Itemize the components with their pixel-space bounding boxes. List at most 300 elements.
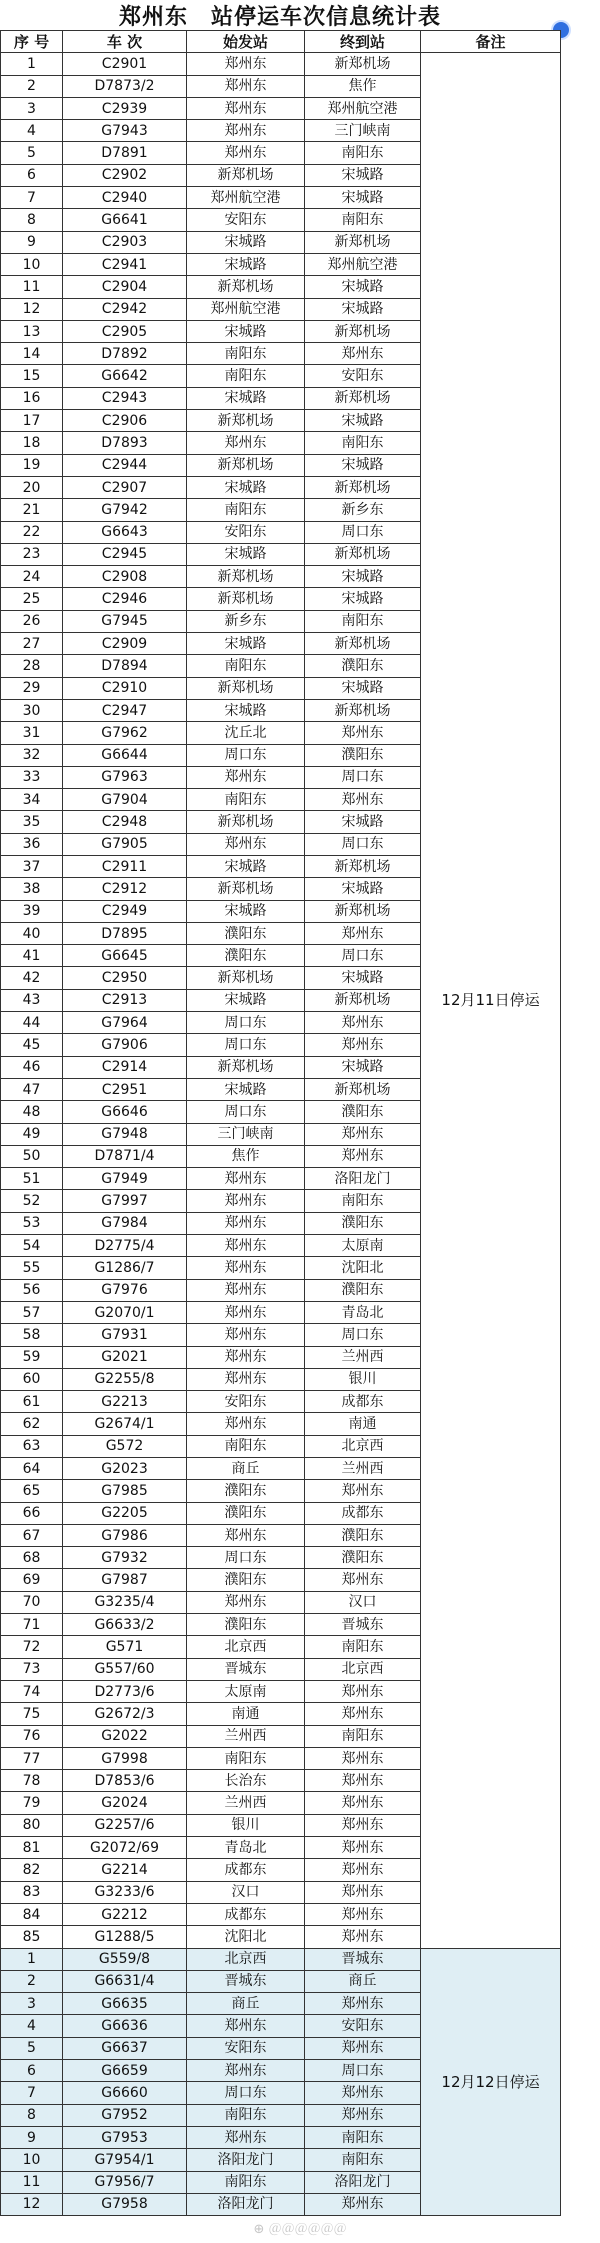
cell-destination[interactable]: 汉口 bbox=[305, 1591, 421, 1613]
cell-train-number[interactable]: G1288/5 bbox=[63, 1926, 187, 1948]
cell-index[interactable]: 78 bbox=[1, 1770, 63, 1792]
cell-train-number[interactable]: G6631/4 bbox=[63, 1970, 187, 1992]
cell-index[interactable]: 22 bbox=[1, 521, 63, 543]
cell-origin[interactable]: 郑州东 bbox=[187, 432, 305, 454]
cell-destination[interactable]: 太原南 bbox=[305, 1235, 421, 1257]
cell-origin[interactable]: 周口东 bbox=[187, 744, 305, 766]
cell-train-number[interactable]: G7953 bbox=[63, 2126, 187, 2148]
cell-train-number[interactable]: D2773/6 bbox=[63, 1680, 187, 1702]
cell-train-number[interactable]: G6645 bbox=[63, 945, 187, 967]
cell-origin[interactable]: 南阳东 bbox=[187, 655, 305, 677]
cell-origin[interactable]: 安阳东 bbox=[187, 521, 305, 543]
cell-index[interactable]: 48 bbox=[1, 1101, 63, 1123]
cell-destination[interactable]: 成都东 bbox=[305, 1502, 421, 1524]
cell-origin[interactable]: 新郑机场 bbox=[187, 454, 305, 476]
cell-index[interactable]: 5 bbox=[1, 142, 63, 164]
cell-train-number[interactable]: D7891 bbox=[63, 142, 187, 164]
cell-origin[interactable]: 宋城路 bbox=[187, 989, 305, 1011]
cell-train-number[interactable]: G557/60 bbox=[63, 1658, 187, 1680]
cell-destination[interactable]: 郑州东 bbox=[305, 1926, 421, 1948]
cell-index[interactable]: 81 bbox=[1, 1837, 63, 1859]
cell-index[interactable]: 1 bbox=[1, 1948, 63, 1970]
cell-destination[interactable]: 宋城路 bbox=[305, 811, 421, 833]
cell-origin[interactable]: 宋城路 bbox=[187, 320, 305, 342]
cell-destination[interactable]: 洛阳龙门 bbox=[305, 2171, 421, 2193]
cell-index[interactable]: 11 bbox=[1, 2171, 63, 2193]
cell-index[interactable]: 5 bbox=[1, 2037, 63, 2059]
cell-index[interactable]: 12 bbox=[1, 298, 63, 320]
cell-destination[interactable]: 南阳东 bbox=[305, 1190, 421, 1212]
cell-destination[interactable]: 新郑机场 bbox=[305, 53, 421, 75]
cell-origin[interactable]: 洛阳龙门 bbox=[187, 2149, 305, 2171]
cell-origin[interactable]: 南阳东 bbox=[187, 1747, 305, 1769]
cell-destination[interactable]: 宋城路 bbox=[305, 298, 421, 320]
cell-destination[interactable]: 郑州东 bbox=[305, 922, 421, 944]
cell-index[interactable]: 11 bbox=[1, 276, 63, 298]
cell-destination[interactable]: 宋城路 bbox=[305, 566, 421, 588]
cell-index[interactable]: 8 bbox=[1, 2104, 63, 2126]
cell-destination[interactable]: 周口东 bbox=[305, 521, 421, 543]
cell-train-number[interactable]: G7931 bbox=[63, 1324, 187, 1346]
cell-index[interactable]: 8 bbox=[1, 209, 63, 231]
cell-origin[interactable]: 三门峡南 bbox=[187, 1123, 305, 1145]
cell-train-number[interactable]: G3235/4 bbox=[63, 1591, 187, 1613]
cell-train-number[interactable]: G2257/6 bbox=[63, 1814, 187, 1836]
cell-destination[interactable]: 濮阳东 bbox=[305, 744, 421, 766]
cell-index[interactable]: 55 bbox=[1, 1257, 63, 1279]
cell-destination[interactable]: 宋城路 bbox=[305, 1056, 421, 1078]
cell-origin[interactable]: 郑州东 bbox=[187, 2060, 305, 2082]
cell-origin[interactable]: 郑州东 bbox=[187, 2015, 305, 2037]
cell-destination[interactable]: 濮阳东 bbox=[305, 1524, 421, 1546]
cell-destination[interactable]: 宋城路 bbox=[305, 677, 421, 699]
cell-destination[interactable]: 宋城路 bbox=[305, 588, 421, 610]
cell-origin[interactable]: 郑州东 bbox=[187, 53, 305, 75]
cell-train-number[interactable]: G7954/1 bbox=[63, 2149, 187, 2171]
cell-origin[interactable]: 郑州东 bbox=[187, 1257, 305, 1279]
remark-cell[interactable]: 12月12日停运 bbox=[421, 1948, 561, 2216]
cell-destination[interactable]: 青岛北 bbox=[305, 1301, 421, 1323]
cell-index[interactable]: 31 bbox=[1, 722, 63, 744]
cell-train-number[interactable]: D7892 bbox=[63, 343, 187, 365]
cell-origin[interactable]: 成都东 bbox=[187, 1903, 305, 1925]
cell-origin[interactable]: 新郑机场 bbox=[187, 566, 305, 588]
cell-origin[interactable]: 商丘 bbox=[187, 1458, 305, 1480]
cell-index[interactable]: 17 bbox=[1, 410, 63, 432]
cell-origin[interactable]: 青岛北 bbox=[187, 1837, 305, 1859]
cell-origin[interactable]: 郑州东 bbox=[187, 1524, 305, 1546]
cell-index[interactable]: 75 bbox=[1, 1703, 63, 1725]
cell-train-number[interactable]: G7997 bbox=[63, 1190, 187, 1212]
cell-train-number[interactable]: C2939 bbox=[63, 97, 187, 119]
cell-train-number[interactable]: C2913 bbox=[63, 989, 187, 1011]
cell-destination[interactable]: 周口东 bbox=[305, 766, 421, 788]
cell-origin[interactable]: 濮阳东 bbox=[187, 1614, 305, 1636]
cell-train-number[interactable]: G6641 bbox=[63, 209, 187, 231]
cell-origin[interactable]: 焦作 bbox=[187, 1145, 305, 1167]
cell-destination[interactable]: 宋城路 bbox=[305, 410, 421, 432]
cell-index[interactable]: 57 bbox=[1, 1301, 63, 1323]
cell-index[interactable]: 44 bbox=[1, 1012, 63, 1034]
cell-destination[interactable]: 新乡东 bbox=[305, 499, 421, 521]
cell-destination[interactable]: 宋城路 bbox=[305, 276, 421, 298]
cell-destination[interactable]: 郑州东 bbox=[305, 2104, 421, 2126]
cell-origin[interactable]: 郑州东 bbox=[187, 1346, 305, 1368]
cell-train-number[interactable]: G2024 bbox=[63, 1792, 187, 1814]
cell-index[interactable]: 77 bbox=[1, 1747, 63, 1769]
cell-destination[interactable]: 宋城路 bbox=[305, 967, 421, 989]
cell-origin[interactable]: 银川 bbox=[187, 1814, 305, 1836]
cell-index[interactable]: 41 bbox=[1, 945, 63, 967]
cell-origin[interactable]: 新乡东 bbox=[187, 610, 305, 632]
cell-destination[interactable]: 宋城路 bbox=[305, 164, 421, 186]
cell-index[interactable]: 66 bbox=[1, 1502, 63, 1524]
cell-destination[interactable]: 郑州东 bbox=[305, 1859, 421, 1881]
cell-index[interactable]: 32 bbox=[1, 744, 63, 766]
cell-index[interactable]: 84 bbox=[1, 1903, 63, 1925]
cell-train-number[interactable]: G2021 bbox=[63, 1346, 187, 1368]
cell-origin[interactable]: 晋城东 bbox=[187, 1970, 305, 1992]
cell-train-number[interactable]: G2070/1 bbox=[63, 1301, 187, 1323]
cell-index[interactable]: 46 bbox=[1, 1056, 63, 1078]
cell-index[interactable]: 16 bbox=[1, 387, 63, 409]
cell-destination[interactable]: 南阳东 bbox=[305, 1636, 421, 1658]
cell-destination[interactable]: 南阳东 bbox=[305, 209, 421, 231]
cell-index[interactable]: 23 bbox=[1, 543, 63, 565]
cell-origin[interactable]: 北京西 bbox=[187, 1948, 305, 1970]
cell-index[interactable]: 21 bbox=[1, 499, 63, 521]
cell-train-number[interactable]: C2903 bbox=[63, 231, 187, 253]
cell-origin[interactable]: 南阳东 bbox=[187, 2171, 305, 2193]
cell-train-number[interactable]: G7942 bbox=[63, 499, 187, 521]
cell-index[interactable]: 18 bbox=[1, 432, 63, 454]
cell-index[interactable]: 43 bbox=[1, 989, 63, 1011]
cell-origin[interactable]: 郑州东 bbox=[187, 2126, 305, 2148]
cell-destination[interactable]: 郑州东 bbox=[305, 1680, 421, 1702]
cell-origin[interactable]: 成都东 bbox=[187, 1859, 305, 1881]
cell-origin[interactable]: 新郑机场 bbox=[187, 1056, 305, 1078]
cell-train-number[interactable]: G2213 bbox=[63, 1391, 187, 1413]
cell-origin[interactable]: 郑州东 bbox=[187, 1235, 305, 1257]
cell-index[interactable]: 76 bbox=[1, 1725, 63, 1747]
cell-index[interactable]: 19 bbox=[1, 454, 63, 476]
cell-destination[interactable]: 郑州东 bbox=[305, 1747, 421, 1769]
cell-destination[interactable]: 郑州东 bbox=[305, 1814, 421, 1836]
cell-train-number[interactable]: D2775/4 bbox=[63, 1235, 187, 1257]
cell-index[interactable]: 10 bbox=[1, 2149, 63, 2171]
cell-origin[interactable]: 新郑机场 bbox=[187, 677, 305, 699]
cell-destination[interactable]: 郑州东 bbox=[305, 1145, 421, 1167]
cell-index[interactable]: 59 bbox=[1, 1346, 63, 1368]
cell-index[interactable]: 79 bbox=[1, 1792, 63, 1814]
cell-index[interactable]: 38 bbox=[1, 878, 63, 900]
cell-train-number[interactable]: G7987 bbox=[63, 1569, 187, 1591]
cell-origin[interactable]: 郑州东 bbox=[187, 1279, 305, 1301]
cell-origin[interactable]: 宋城路 bbox=[187, 387, 305, 409]
cell-index[interactable]: 9 bbox=[1, 231, 63, 253]
cell-index[interactable]: 20 bbox=[1, 476, 63, 498]
cell-origin[interactable]: 郑州东 bbox=[187, 1212, 305, 1234]
cell-destination[interactable]: 郑州航空港 bbox=[305, 253, 421, 275]
cell-destination[interactable]: 新郑机场 bbox=[305, 633, 421, 655]
cell-train-number[interactable]: D7893 bbox=[63, 432, 187, 454]
cell-origin[interactable]: 沈丘北 bbox=[187, 722, 305, 744]
cell-origin[interactable]: 郑州东 bbox=[187, 766, 305, 788]
cell-train-number[interactable]: C2907 bbox=[63, 476, 187, 498]
cell-destination[interactable]: 洛阳龙门 bbox=[305, 1168, 421, 1190]
cell-destination[interactable]: 郑州东 bbox=[305, 2193, 421, 2215]
cell-index[interactable]: 60 bbox=[1, 1368, 63, 1390]
cell-train-number[interactable]: G7952 bbox=[63, 2104, 187, 2126]
cell-train-number[interactable]: G3233/6 bbox=[63, 1881, 187, 1903]
cell-train-number[interactable]: C2944 bbox=[63, 454, 187, 476]
cell-origin[interactable]: 南阳东 bbox=[187, 789, 305, 811]
cell-index[interactable]: 2 bbox=[1, 75, 63, 97]
cell-index[interactable]: 12 bbox=[1, 2193, 63, 2215]
cell-origin[interactable]: 商丘 bbox=[187, 1993, 305, 2015]
cell-index[interactable]: 72 bbox=[1, 1636, 63, 1658]
cell-train-number[interactable]: G6636 bbox=[63, 2015, 187, 2037]
cell-train-number[interactable]: C2902 bbox=[63, 164, 187, 186]
cell-origin[interactable]: 濮阳东 bbox=[187, 922, 305, 944]
cell-index[interactable]: 13 bbox=[1, 320, 63, 342]
cell-train-number[interactable]: G2212 bbox=[63, 1903, 187, 1925]
cell-train-number[interactable]: G7958 bbox=[63, 2193, 187, 2215]
cell-destination[interactable]: 安阳东 bbox=[305, 2015, 421, 2037]
cell-index[interactable]: 50 bbox=[1, 1145, 63, 1167]
cell-origin[interactable]: 兰州西 bbox=[187, 1725, 305, 1747]
cell-destination[interactable]: 周口东 bbox=[305, 945, 421, 967]
cell-origin[interactable]: 南通 bbox=[187, 1703, 305, 1725]
cell-index[interactable]: 9 bbox=[1, 2126, 63, 2148]
cell-destination[interactable]: 兰州西 bbox=[305, 1458, 421, 1480]
cell-origin[interactable]: 新郑机场 bbox=[187, 410, 305, 432]
cell-destination[interactable]: 郑州东 bbox=[305, 1903, 421, 1925]
cell-destination[interactable]: 新郑机场 bbox=[305, 476, 421, 498]
cell-train-number[interactable]: G2672/3 bbox=[63, 1703, 187, 1725]
cell-origin[interactable]: 南阳东 bbox=[187, 365, 305, 387]
cell-train-number[interactable]: C2940 bbox=[63, 187, 187, 209]
cell-index[interactable]: 33 bbox=[1, 766, 63, 788]
cell-destination[interactable]: 郑州东 bbox=[305, 1569, 421, 1591]
cell-origin[interactable]: 郑州东 bbox=[187, 120, 305, 142]
cell-destination[interactable]: 晋城东 bbox=[305, 1948, 421, 1970]
cell-train-number[interactable]: G6633/2 bbox=[63, 1614, 187, 1636]
cell-origin[interactable]: 濮阳东 bbox=[187, 1502, 305, 1524]
cell-origin[interactable]: 晋城东 bbox=[187, 1658, 305, 1680]
cell-index[interactable]: 7 bbox=[1, 2082, 63, 2104]
cell-train-number[interactable]: G7904 bbox=[63, 789, 187, 811]
cell-train-number[interactable]: G7962 bbox=[63, 722, 187, 744]
cell-origin[interactable]: 郑州东 bbox=[187, 142, 305, 164]
cell-train-number[interactable]: G7998 bbox=[63, 1747, 187, 1769]
cell-origin[interactable]: 南阳东 bbox=[187, 2104, 305, 2126]
cell-origin[interactable]: 新郑机场 bbox=[187, 811, 305, 833]
cell-train-number[interactable]: G7948 bbox=[63, 1123, 187, 1145]
cell-origin[interactable]: 宋城路 bbox=[187, 476, 305, 498]
cell-index[interactable]: 51 bbox=[1, 1168, 63, 1190]
cell-train-number[interactable]: C2946 bbox=[63, 588, 187, 610]
cell-origin[interactable]: 郑州航空港 bbox=[187, 187, 305, 209]
cell-train-number[interactable]: G7906 bbox=[63, 1034, 187, 1056]
cell-index[interactable]: 1 bbox=[1, 53, 63, 75]
cell-destination[interactable]: 郑州东 bbox=[305, 1703, 421, 1725]
cell-train-number[interactable]: D7894 bbox=[63, 655, 187, 677]
cell-index[interactable]: 3 bbox=[1, 97, 63, 119]
cell-index[interactable]: 4 bbox=[1, 120, 63, 142]
cell-origin[interactable]: 宋城路 bbox=[187, 253, 305, 275]
cell-train-number[interactable]: C2941 bbox=[63, 253, 187, 275]
cell-train-number[interactable]: G6642 bbox=[63, 365, 187, 387]
cell-index[interactable]: 14 bbox=[1, 343, 63, 365]
cell-origin[interactable]: 郑州东 bbox=[187, 833, 305, 855]
cell-destination[interactable]: 郑州东 bbox=[305, 1123, 421, 1145]
cell-train-number[interactable]: G7949 bbox=[63, 1168, 187, 1190]
cell-destination[interactable]: 周口东 bbox=[305, 833, 421, 855]
cell-destination[interactable]: 濮阳东 bbox=[305, 655, 421, 677]
cell-destination[interactable]: 濮阳东 bbox=[305, 1101, 421, 1123]
cell-origin[interactable]: 新郑机场 bbox=[187, 878, 305, 900]
cell-index[interactable]: 82 bbox=[1, 1859, 63, 1881]
cell-index[interactable]: 40 bbox=[1, 922, 63, 944]
cell-destination[interactable]: 周口东 bbox=[305, 1324, 421, 1346]
cell-origin[interactable]: 新郑机场 bbox=[187, 164, 305, 186]
cell-train-number[interactable]: G7976 bbox=[63, 1279, 187, 1301]
cell-train-number[interactable]: G7932 bbox=[63, 1547, 187, 1569]
cell-destination[interactable]: 郑州东 bbox=[305, 1792, 421, 1814]
cell-index[interactable]: 2 bbox=[1, 1970, 63, 1992]
cell-destination[interactable]: 郑州东 bbox=[305, 1480, 421, 1502]
cell-train-number[interactable]: G6646 bbox=[63, 1101, 187, 1123]
cell-train-number[interactable]: C2906 bbox=[63, 410, 187, 432]
cell-destination[interactable]: 宋城路 bbox=[305, 878, 421, 900]
cell-destination[interactable]: 成都东 bbox=[305, 1391, 421, 1413]
cell-train-number[interactable]: G6635 bbox=[63, 1993, 187, 2015]
cell-destination[interactable]: 新郑机场 bbox=[305, 387, 421, 409]
cell-train-number[interactable]: G7964 bbox=[63, 1012, 187, 1034]
cell-index[interactable]: 27 bbox=[1, 633, 63, 655]
cell-index[interactable]: 37 bbox=[1, 855, 63, 877]
cell-origin[interactable]: 新郑机场 bbox=[187, 588, 305, 610]
cell-destination[interactable]: 晋城东 bbox=[305, 1614, 421, 1636]
cell-destination[interactable]: 郑州航空港 bbox=[305, 97, 421, 119]
cell-destination[interactable]: 安阳东 bbox=[305, 365, 421, 387]
cell-train-number[interactable]: C2950 bbox=[63, 967, 187, 989]
cell-train-number[interactable]: G7985 bbox=[63, 1480, 187, 1502]
cell-index[interactable]: 35 bbox=[1, 811, 63, 833]
cell-train-number[interactable]: G2674/1 bbox=[63, 1413, 187, 1435]
cell-destination[interactable]: 新郑机场 bbox=[305, 900, 421, 922]
cell-origin[interactable]: 郑州东 bbox=[187, 1190, 305, 1212]
cell-destination[interactable]: 濮阳东 bbox=[305, 1279, 421, 1301]
cell-train-number[interactable]: G7984 bbox=[63, 1212, 187, 1234]
cell-index[interactable]: 49 bbox=[1, 1123, 63, 1145]
cell-index[interactable]: 64 bbox=[1, 1458, 63, 1480]
cell-train-number[interactable]: C2904 bbox=[63, 276, 187, 298]
cell-train-number[interactable]: C2951 bbox=[63, 1078, 187, 1100]
cell-destination[interactable]: 郑州东 bbox=[305, 1770, 421, 1792]
cell-train-number[interactable]: C2942 bbox=[63, 298, 187, 320]
cell-origin[interactable]: 郑州东 bbox=[187, 75, 305, 97]
cell-destination[interactable]: 郑州东 bbox=[305, 2037, 421, 2059]
cell-destination[interactable]: 新郑机场 bbox=[305, 320, 421, 342]
cell-index[interactable]: 26 bbox=[1, 610, 63, 632]
cell-origin[interactable]: 宋城路 bbox=[187, 855, 305, 877]
cell-index[interactable]: 85 bbox=[1, 1926, 63, 1948]
cell-train-number[interactable]: G572 bbox=[63, 1435, 187, 1457]
cell-index[interactable]: 62 bbox=[1, 1413, 63, 1435]
cell-train-number[interactable]: G2255/8 bbox=[63, 1368, 187, 1390]
cell-destination[interactable]: 北京西 bbox=[305, 1435, 421, 1457]
cell-train-number[interactable]: G7945 bbox=[63, 610, 187, 632]
cell-index[interactable]: 28 bbox=[1, 655, 63, 677]
cell-destination[interactable]: 北京西 bbox=[305, 1658, 421, 1680]
cell-origin[interactable]: 郑州东 bbox=[187, 97, 305, 119]
cell-train-number[interactable]: G6659 bbox=[63, 2060, 187, 2082]
cell-train-number[interactable]: C2914 bbox=[63, 1056, 187, 1078]
cell-origin[interactable]: 沈阳北 bbox=[187, 1926, 305, 1948]
cell-index[interactable]: 80 bbox=[1, 1814, 63, 1836]
cell-origin[interactable]: 濮阳东 bbox=[187, 1569, 305, 1591]
cell-index[interactable]: 63 bbox=[1, 1435, 63, 1457]
cell-index[interactable]: 70 bbox=[1, 1591, 63, 1613]
cell-destination[interactable]: 银川 bbox=[305, 1368, 421, 1390]
cell-destination[interactable]: 郑州东 bbox=[305, 1012, 421, 1034]
cell-train-number[interactable]: G2072/69 bbox=[63, 1837, 187, 1859]
cell-train-number[interactable]: C2910 bbox=[63, 677, 187, 699]
cell-index[interactable]: 34 bbox=[1, 789, 63, 811]
cell-index[interactable]: 53 bbox=[1, 1212, 63, 1234]
cell-train-number[interactable]: D7873/2 bbox=[63, 75, 187, 97]
cell-train-number[interactable]: C2943 bbox=[63, 387, 187, 409]
cell-destination[interactable]: 沈阳北 bbox=[305, 1257, 421, 1279]
cell-origin[interactable]: 汉口 bbox=[187, 1881, 305, 1903]
cell-index[interactable]: 71 bbox=[1, 1614, 63, 1636]
cell-train-number[interactable]: G2022 bbox=[63, 1725, 187, 1747]
cell-train-number[interactable]: D7895 bbox=[63, 922, 187, 944]
cell-index[interactable]: 36 bbox=[1, 833, 63, 855]
cell-origin[interactable]: 南阳东 bbox=[187, 343, 305, 365]
cell-index[interactable]: 61 bbox=[1, 1391, 63, 1413]
cell-train-number[interactable]: G7943 bbox=[63, 120, 187, 142]
cell-index[interactable]: 6 bbox=[1, 164, 63, 186]
cell-train-number[interactable]: C2908 bbox=[63, 566, 187, 588]
cell-destination[interactable]: 南阳东 bbox=[305, 432, 421, 454]
cell-train-number[interactable]: C2905 bbox=[63, 320, 187, 342]
cell-destination[interactable]: 南阳东 bbox=[305, 2126, 421, 2148]
cell-destination[interactable]: 郑州东 bbox=[305, 789, 421, 811]
cell-origin[interactable]: 郑州航空港 bbox=[187, 298, 305, 320]
cell-index[interactable]: 15 bbox=[1, 365, 63, 387]
cell-index[interactable]: 54 bbox=[1, 1235, 63, 1257]
cell-train-number[interactable]: G6643 bbox=[63, 521, 187, 543]
cell-train-number[interactable]: G7956/7 bbox=[63, 2171, 187, 2193]
cell-destination[interactable]: 郑州东 bbox=[305, 1837, 421, 1859]
cell-index[interactable]: 58 bbox=[1, 1324, 63, 1346]
cell-destination[interactable]: 新郑机场 bbox=[305, 231, 421, 253]
cell-train-number[interactable]: D7871/4 bbox=[63, 1145, 187, 1167]
cell-origin[interactable]: 郑州东 bbox=[187, 1168, 305, 1190]
cell-index[interactable]: 4 bbox=[1, 2015, 63, 2037]
cell-index[interactable]: 25 bbox=[1, 588, 63, 610]
cell-index[interactable]: 7 bbox=[1, 187, 63, 209]
cell-destination[interactable]: 三门峡南 bbox=[305, 120, 421, 142]
cell-destination[interactable]: 郑州东 bbox=[305, 722, 421, 744]
cell-destination[interactable]: 濮阳东 bbox=[305, 1547, 421, 1569]
cell-destination[interactable]: 南阳东 bbox=[305, 2149, 421, 2171]
cell-origin[interactable]: 宋城路 bbox=[187, 1078, 305, 1100]
cell-index[interactable]: 83 bbox=[1, 1881, 63, 1903]
